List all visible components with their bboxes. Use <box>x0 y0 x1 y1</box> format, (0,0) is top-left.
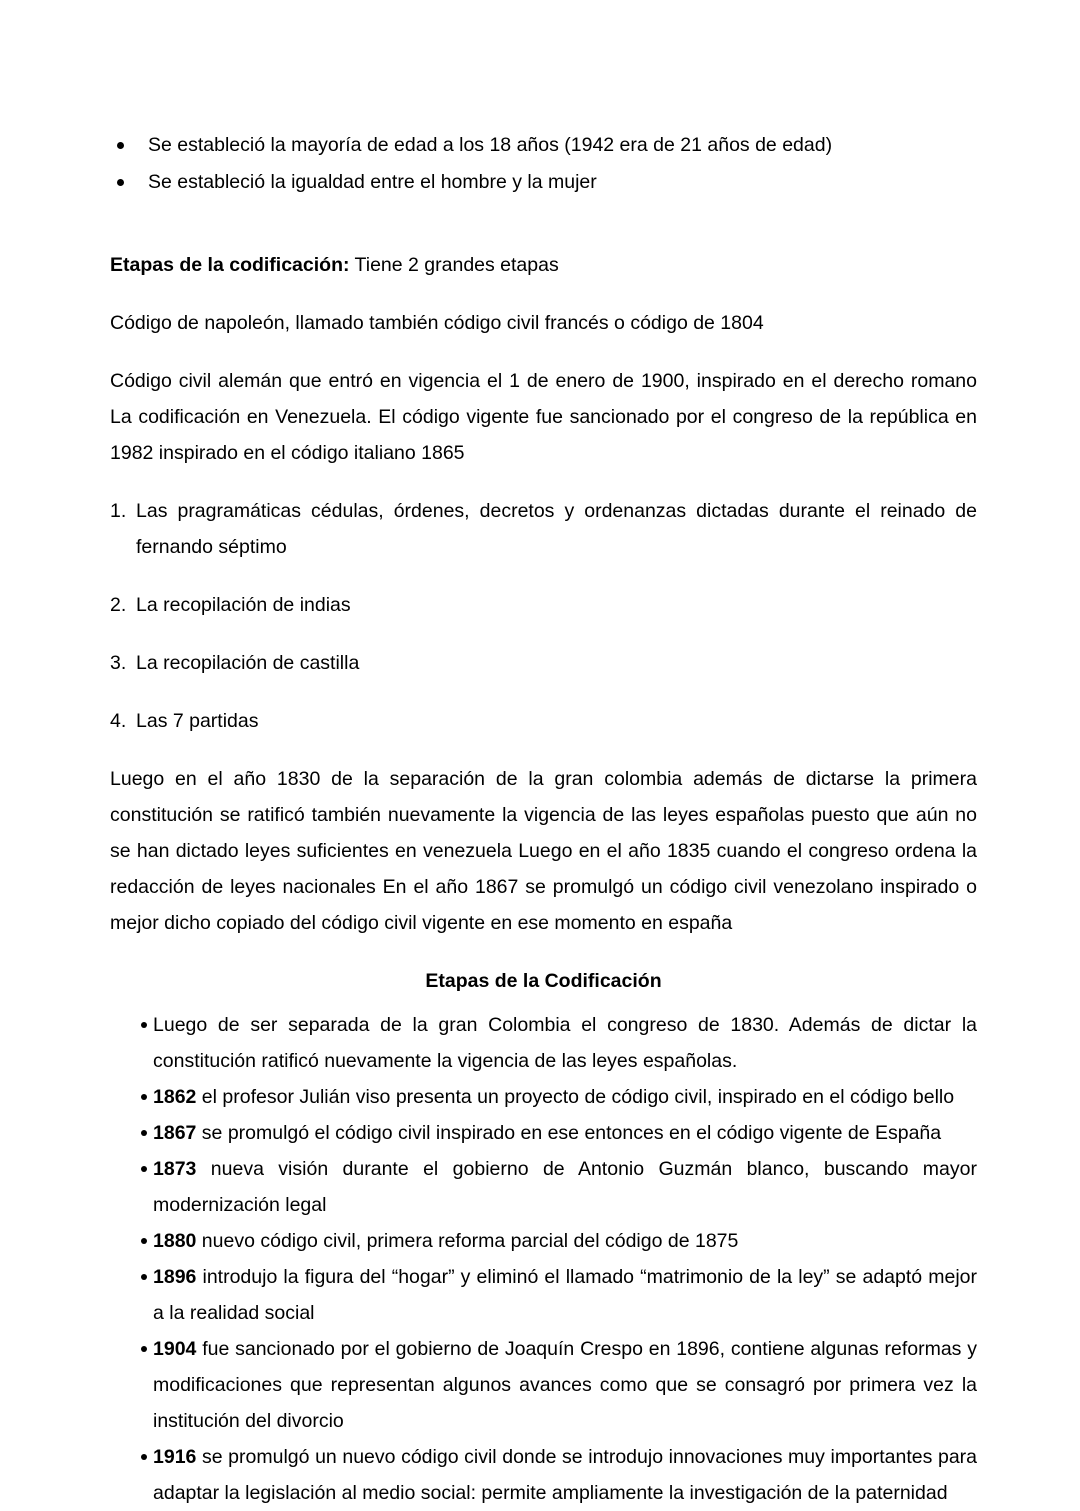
list-item <box>141 1223 977 1259</box>
numbered-item-1-numeral: 1. <box>110 500 127 522</box>
bullet-text: Se estableció la mayoría de edad a los 18 años (1942 era de 21 años de edad) <box>148 134 833 156</box>
numbered-item-2-numeral: 2. <box>110 594 127 616</box>
year-label: 1880 <box>153 1230 197 1252</box>
year-bullet-list <box>110 1007 977 1511</box>
numbered-item-4-text: Las 7 partidas <box>136 710 259 732</box>
list-item <box>141 1259 977 1331</box>
etapas-label: Etapas de la codificación: <box>110 254 350 276</box>
year-bullet-text: se promulgó un nuevo código civil donde se introdujo innovaciones muy importantes para adaptar la legislación al medio social: permite ampliamente la investigación de la paternidad <box>153 1446 977 1504</box>
numbered-item-1 <box>110 493 977 565</box>
year-bullet-text: nuevo código civil, primera reforma parcial del código de 1875 <box>196 1230 739 1252</box>
year-label: 1916 <box>153 1446 197 1468</box>
list-item <box>141 1079 977 1115</box>
year-label: 1873 <box>153 1158 197 1180</box>
section-heading-etapas-codificacion: Etapas de la Codificación <box>425 970 662 992</box>
etapas-rest: Tiene 2 grandes etapas <box>349 254 559 276</box>
etapas-codificacion-line <box>110 247 977 283</box>
list-item <box>117 128 977 162</box>
year-bullet-text: fue sancionado por el gobierno de Joaquín Crespo en 1896, contiene algunas reformas y modificaciones que representan algunos avances como que se consagró por primera vez la institución del divorcio <box>153 1338 977 1432</box>
year-label: 1862 <box>153 1086 197 1108</box>
numbered-item-1-text: Las pragramáticas cédulas, órdenes, decretos y ordenanzas dictadas durante el reinado de fernando séptimo <box>136 500 977 558</box>
year-bullet-text: introdujo la figura del “hogar” y eliminó el llamado “matrimonio de la ley” se adaptó mejor a la realidad social <box>153 1266 977 1324</box>
numbered-item-4 <box>110 703 977 739</box>
paragraph-luego-1830: Luego en el año 1830 de la separación de la gran colombia además de dictarse la primera constitución se ratificó también nuevamente la vigencia de las leyes españolas puesto que aún no se han dictado leyes suficientes en venezuela Luego en el año 1835 cuando el congreso ordena la redacción de leyes nacionales En el año 1867 se promulgó un código civil venezolano inspirado o mejor dicho copiado del código civil vigente en ese momento en españa <box>110 768 977 934</box>
bullet-text: Se estableció la igualdad entre el hombre y la mujer <box>148 171 597 193</box>
year-bullet-text: se promulgó el código civil inspirado en ese entonces en el código vigente de España <box>196 1122 942 1144</box>
paragraph-codigo-aleman: Código civil alemán que entró en vigencia el 1 de enero de 1900, inspirado en el derecho romano La codificación en Venezuela. El código vigente fue sancionado por el congreso de la república en 1982 inspirado en el código italiano 1865 <box>110 370 977 464</box>
numbered-item-3 <box>110 645 977 681</box>
list-item <box>141 1331 977 1439</box>
list-item <box>141 1151 977 1223</box>
numbered-item-2 <box>110 587 977 623</box>
list-item <box>141 1007 977 1079</box>
numbered-item-4-numeral: 4. <box>110 710 127 732</box>
year-label: 1904 <box>153 1338 197 1360</box>
year-label: 1896 <box>153 1266 197 1288</box>
numbered-item-3-numeral: 3. <box>110 652 127 674</box>
numbered-item-2-text: La recopilación de indias <box>136 594 351 616</box>
paragraph-napoleon: Código de napoleón, llamado también código civil francés o código de 1804 <box>110 312 764 334</box>
year-bullet-text: nueva visión durante el gobierno de Antonio Guzmán blanco, buscando mayor modernización legal <box>153 1158 977 1216</box>
year-bullet-text: el profesor Julián viso presenta un proyecto de código civil, inspirado en el código bello <box>196 1086 955 1108</box>
numbered-item-3-text: La recopilación de castilla <box>136 652 360 674</box>
list-item <box>141 1439 977 1511</box>
year-bullet-text: Luego de ser separada de la gran Colombia el congreso de 1830. Además de dictar la constitución ratificó nuevamente la vigencia de las leyes españolas. <box>153 1014 977 1072</box>
list-item <box>117 165 977 199</box>
document-body <box>110 128 977 1511</box>
list-item <box>141 1115 977 1151</box>
year-label: 1867 <box>153 1122 197 1144</box>
top-bullet-list <box>110 128 977 199</box>
